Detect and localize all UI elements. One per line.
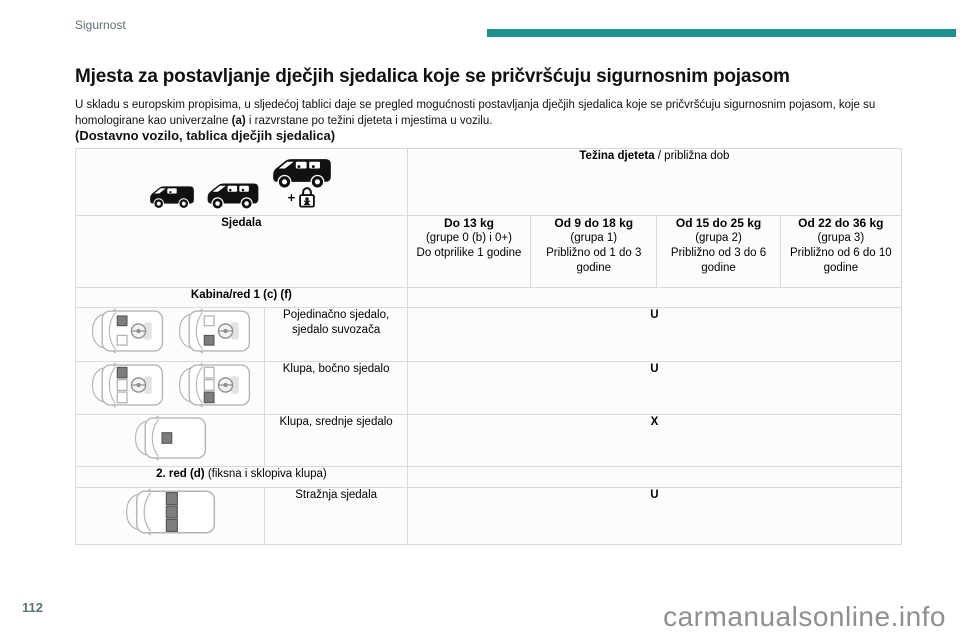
weight-col-3	[780, 216, 901, 288]
table-row	[76, 362, 902, 415]
page-title: Mjesta za postavljanje dječjih sjedalica koje se pričvršćuju sigurnosnim pojasom	[75, 65, 790, 87]
weight-col-1-group: (grupa 1)	[570, 232, 618, 244]
watermark: carmanualsonline.info	[663, 601, 946, 632]
vehicle-top-view-rear-bench-icon	[122, 488, 218, 536]
seat-position-label: Klupa, bočno sjedalo	[265, 362, 407, 415]
intro-text-before: U skladu s europskim propisima, u sljedećoj tablici daje se pregled mogućnosti postavljanja dječjih sjedalica koje se pričvršćuju sigurnosnim pojasom, koje su homologirane kao univerzalne	[75, 98, 876, 127]
table-row	[76, 488, 902, 545]
seat-diagram-cell	[76, 362, 265, 415]
compatibility-value: U	[407, 488, 901, 545]
seat-position-label: Klupa, srednje sjedalo	[265, 415, 407, 467]
section-empty-cell	[407, 467, 901, 488]
cab-top-view-middle-seat-icon	[129, 415, 211, 461]
section-empty-cell	[407, 288, 901, 308]
section-row2-bold: 2. red (d)	[156, 468, 205, 480]
weight-col-3-age: Približno od 6 do 10 godine	[790, 247, 892, 274]
weight-col-3-group: (grupa 3)	[817, 232, 865, 244]
weight-col-2-weight: Od 15 do 25 kg	[675, 216, 762, 230]
van-small-icon	[147, 181, 197, 209]
intro-paragraph	[75, 97, 893, 129]
section-cabin-row1-text: Kabina/red 1 (c) (f)	[190, 289, 292, 301]
weight-col-1-weight: Od 9 do 18 kg	[554, 216, 634, 230]
weight-col-1-age: Približno od 1 do 3 godine	[546, 247, 642, 274]
seat-diagram-cell	[76, 415, 265, 467]
page-number: 112	[22, 600, 43, 615]
section-cabin-row1	[76, 288, 408, 308]
weight-col-1	[531, 216, 657, 288]
weight-header-rest: / približna dob	[654, 150, 730, 162]
compatibility-value: X	[407, 415, 901, 467]
table-row	[76, 308, 902, 362]
van-large-icon	[269, 153, 335, 188]
table-row	[76, 149, 902, 216]
table-row	[76, 216, 902, 288]
section-row2	[76, 467, 408, 488]
compatibility-value: U	[407, 362, 901, 415]
seat-position-label: Stražnja sjedala	[265, 488, 407, 545]
cab-top-view-passenger-rear-icon	[173, 308, 255, 354]
weight-col-2-age: Približno od 3 do 6 godine	[670, 247, 767, 274]
table-section-row	[76, 467, 902, 488]
cab-top-view-bench-outer-icon	[86, 362, 168, 408]
plus-sign: +	[287, 189, 296, 205]
van-medium-icon	[204, 178, 262, 209]
seats-column-header: Sjedala	[76, 216, 408, 288]
weight-col-0-age: Do otprilike 1 godine	[416, 247, 522, 259]
table-section-row	[76, 288, 902, 308]
intro-text-after: i razvrstane po težini djeteta i mjestima u vozilu.	[245, 114, 493, 127]
weight-col-0-group: (grupe 0 (b) i 0+)	[425, 232, 512, 244]
child-lock-icon	[297, 185, 317, 209]
seat-diagram-cell	[76, 488, 265, 545]
compatibility-value: U	[407, 308, 901, 362]
cab-top-view-bench-inner-icon	[173, 362, 255, 408]
weight-header-cell	[407, 149, 901, 216]
chapter-label: Sigurnost	[75, 18, 126, 32]
seat-diagram-cell	[76, 308, 265, 362]
weight-col-0	[407, 216, 530, 288]
weight-col-0-weight: Do 13 kg	[443, 216, 494, 230]
intro-text-bold: (a)	[231, 114, 246, 127]
seat-position-label: Pojedinačno sjedalo, sjedalo suvozača	[265, 308, 407, 362]
weight-col-2	[657, 216, 780, 288]
chapter-accent-bar	[487, 29, 956, 37]
weight-header-bold: Težina djeteta	[579, 150, 655, 162]
cab-top-view-passenger-front-icon	[86, 308, 168, 354]
table-subtitle: (Dostavno vozilo, tablica dječjih sjedalica)	[75, 128, 336, 143]
child-seat-table	[75, 148, 902, 545]
weight-col-2-group: (grupa 2)	[695, 232, 742, 244]
weight-col-3-weight: Od 22 do 36 kg	[798, 216, 884, 230]
table-row	[76, 415, 902, 467]
vans-pictogram-cell	[76, 149, 408, 216]
section-row2-rest: (fiksna i sklopiva klupa)	[204, 468, 327, 480]
